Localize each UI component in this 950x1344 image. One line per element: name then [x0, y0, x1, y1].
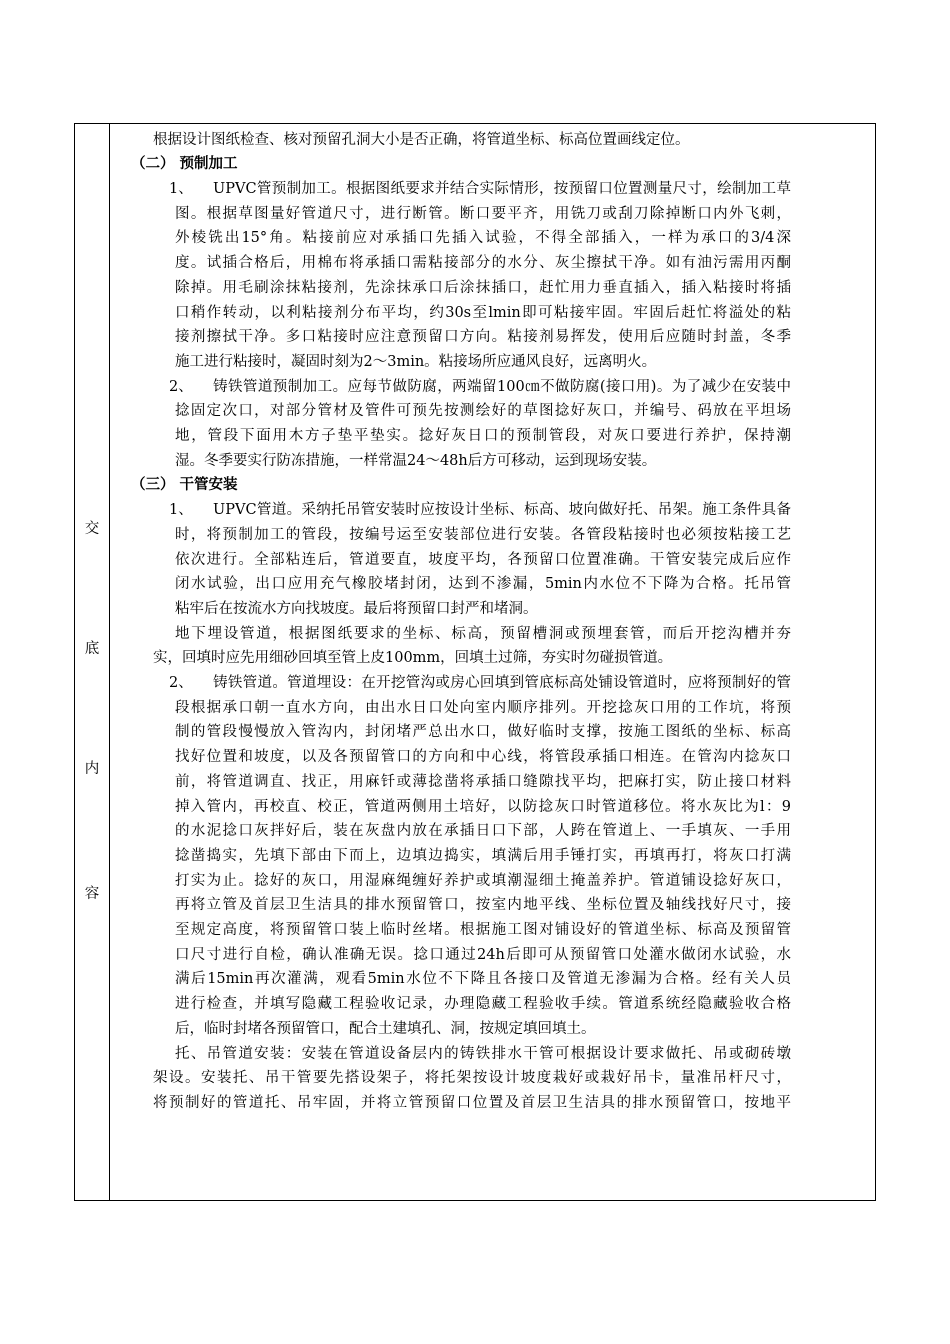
text-line: 实，回填时应先用细砂回填至管上皮100mm，回填土过筛，夯实时勿碰损管道。	[153, 650, 673, 667]
text-line: 捻固定次口，对部分管材及管件可预先按测绘好的草图捻好灰口，并编号、码放在平坦场	[175, 403, 791, 420]
text-line: 后，临时封堵各预留管口，配合土建填孔、洞，按规定填回填土。	[175, 1020, 596, 1037]
list-number: 2、	[169, 378, 193, 395]
document-table	[74, 123, 876, 1201]
text-line: 闭水试验，出口应用充气橡胶堵封闭，达到不渗漏，5min内水位不下降为合格。托吊管	[175, 576, 791, 593]
text-line: 再将立管及首层卫生洁具的排水预留管口，按室内地平线、坐标位置及轴线找好尺寸，接	[175, 897, 791, 914]
label-char: 容	[84, 886, 100, 902]
text-line: 将预制好的管道托、吊牢固，并将立管预留口位置及首层卫生洁具的排水预留管口，按地平	[153, 1094, 791, 1111]
text-line: 架设。安装托、吊干管要先搭设架子，将托架按设计坡度栽好或栽好吊卡，量准吊杆尺寸，	[153, 1070, 791, 1087]
section-heading: （三） 干管安装	[131, 476, 238, 494]
text-line: 段根据承口朝一直水方向，由出水日口处向室内顺序排列。开挖捻灰口用的工作坑，将预	[175, 699, 791, 716]
text-line: 粘牢后在按流水方向找坡度。最后将预留口封严和堵洞。	[175, 600, 538, 617]
text-line: 铸铁管道。管道埋设：在开挖管沟或房心回填到管底标高处铺设管道时，应将预制好的管	[213, 675, 791, 692]
label-char: 内	[84, 761, 100, 777]
text-line: 施工进行粘接时，凝固时刻为2～3min。粘接场所应通风良好，远离明火。	[175, 353, 657, 370]
text-line: 依次进行。全部粘连后，管道要直，坡度平均，各预留口位置准确。干管安装完成后应作	[175, 551, 791, 568]
text-line: 的水泥捻口灰拌好后，装在灰盘内放在承插日口下部，人跨在管道上、一手填灰、一手用	[175, 823, 791, 840]
list-number: 1、	[169, 502, 193, 519]
text-line: UPVC管道。采纳托吊管安装时应按设计坐标、标高、坡向做好托、吊架。施工条件具备	[213, 502, 791, 519]
text-line: 口稍作转动，以利粘接剂分布平均，约30s至lmin即可粘接牢固。牢固后赶忙将溢处的粘	[175, 304, 791, 321]
text-line: 满后15min再次灌满，观看5min水位不下降且各接口及管道无渗漏为合格。经有关人员	[175, 971, 791, 988]
section-heading: （二） 预制加工	[131, 155, 238, 173]
text-line: 度。试插合格后，用棉布将承插口需粘接部分的水分、灰尘擦拭干净。如有油污需用丙酮	[175, 255, 791, 272]
text-line: 捻凿捣实，先填下部由下而上，边填边捣实，填满后用手锤打实，再填再打，将灰口打满	[175, 847, 791, 864]
text-line: 湿。冬季要实行防冻措施，一样常温24～48h后方可移动，运到现场安装。	[175, 452, 657, 469]
text-line: 掉入管内，再校直、校正，管道两侧用土培好，以防捻灰口时管道移位。将水灰比为l：9	[175, 798, 791, 815]
content-cell	[111, 124, 875, 1200]
label-char: 底	[84, 641, 100, 657]
text-line: 除掉。用毛刷涂抹粘接剂，先涂抹承口后涂抹插口，赶忙用力垂直插入，插入粘接时将插	[175, 279, 791, 296]
text-line: 打实为止。捻好的灰口，用湿麻绳缠好养护或填潮湿细土掩盖养护。管道铺设捻好灰口，	[175, 872, 791, 889]
text-line: 铸铁管道预制加工。应每节做防腐，两端留100㎝不做防腐(接口用)。为了减少在安装中	[213, 378, 791, 395]
text-line: 托、吊管道安装：安装在管道设备层内的铸铁排水干管可根据设计要求做托、吊或砌砖墩	[175, 1045, 791, 1062]
text-line: 外棱铣出15°角。粘接前应对承插口先插入试验，不得全部插入，一样为承口的3/4深	[175, 230, 791, 247]
text-line: 前，将管道调直、找正，用麻钎或薄捻凿将承插口缝隙找平均，把麻打实，防止接口材料	[175, 773, 791, 790]
text-line: 找好位置和坡度，以及各预留管口的方向和中心线，将管段承插口相连。在管沟内捻灰口	[175, 749, 791, 766]
text-line: 时，将预制加工的管段，按编号运至安装部位进行安装。各管段粘接时也必须按粘接工艺	[175, 526, 791, 543]
text-line: 口尺寸进行自检，确认准确无误。捻口通过24h后即可从预留管口处灌水做闭水试验，水	[175, 946, 791, 963]
list-number: 2、	[169, 675, 193, 692]
text-line: UPVC管预制加工。根据图纸要求并结合实际情形，按预留口位置测量尺寸，绘制加工草	[213, 181, 791, 198]
text-line: 制的管段慢慢放入管沟内，封闭堵严总出水口，做好临时支撑，按施工图纸的坐标、标高	[175, 724, 791, 741]
text-line: 至规定高度，将预留管口装上临时丝堵。根据施工图对铺设好的管道坐标、标高及预留管	[175, 922, 791, 939]
text-line: 进行检查，并填写隐藏工程验收记录，办理隐藏工程验收手续。管道系统经隐藏验收合格	[175, 996, 791, 1013]
label-char: 交	[84, 521, 100, 537]
text-line: 图。根据草图量好管道尺寸，进行断管。断口要平齐，用铣刀或刮刀除掉断口内外飞刺，	[175, 205, 791, 222]
text-line: 地，管段下面用木方子垫平垫实。捻好灰日口的预制管段，对灰口要进行养护，保持潮	[175, 428, 791, 445]
list-number: 1、	[169, 181, 193, 198]
text-line: 地下埋设管道，根据图纸要求的坐标、标高，预留槽洞或预埋套管，而后开挖沟槽并夯	[175, 625, 791, 642]
text-line: 接剂擦拭干净。多口粘接时应注意预留口方向。粘接剂易挥发，使用后应随时封盖，冬季	[175, 329, 791, 346]
text-line: 根据设计图纸检查、核对预留孔洞大小是否正确，将管道坐标、标高位置画线定位。	[153, 131, 690, 148]
label-column	[75, 124, 110, 1200]
